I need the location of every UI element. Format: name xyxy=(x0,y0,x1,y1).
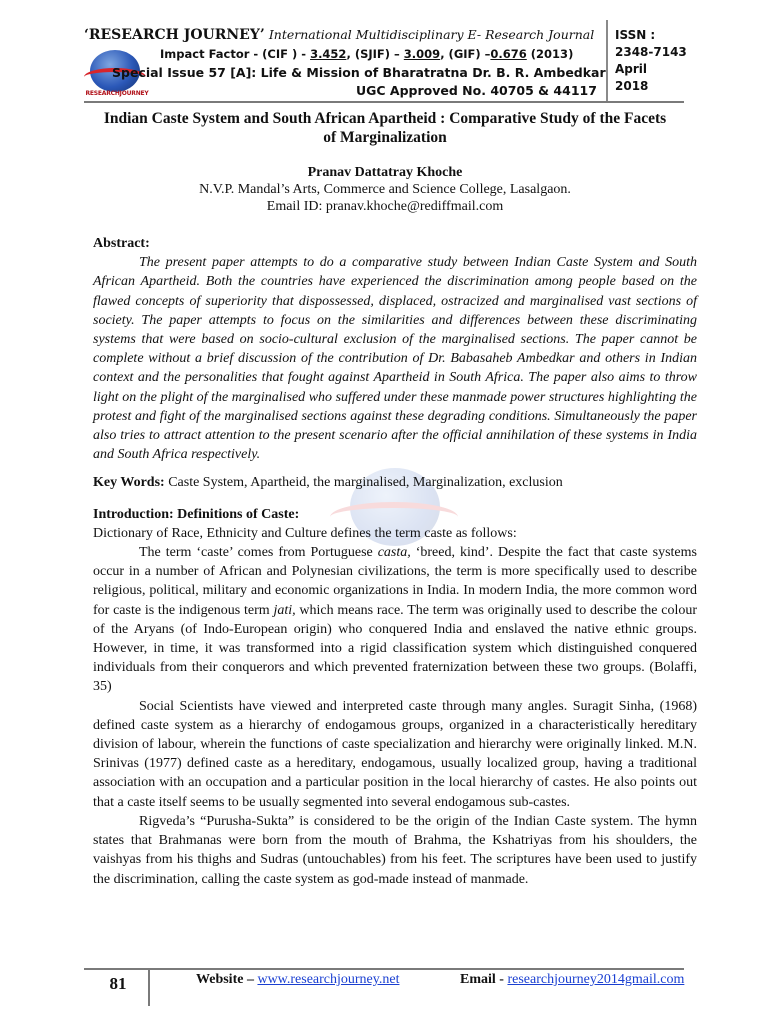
page-number: 81 xyxy=(109,974,127,993)
footer-divider xyxy=(148,968,150,1006)
paragraph-social-scientists: Social Scientists have viewed and interpreted caste through many angles. Suragit Sinha, (1968) defined caste system as a hierarchy of endogamous groups, organized in a characteristically hereditary division of labour, wherein the functions of caste specialization and hierarchy were originally linked. M.N. Srinivas (1977) defined caste as a hereditary, endogamous, usually localized group, having a traditional association with an occupation and a particular position in the local hierarchy of castes. He also points out that a caste itself seems to be usually segmented into several endogamous sub-castes. xyxy=(93,698,697,810)
abstract-heading: Abstract: xyxy=(93,236,150,251)
email-label: Email - xyxy=(460,972,508,987)
journal-title-line xyxy=(84,27,594,43)
intro-heading: Introduction: Definitions of Caste: xyxy=(93,506,300,522)
special-issue-line: Special Issue 57 [A]: Life & Mission of Bharatratna Dr. B. R. Ambedkar xyxy=(112,65,606,80)
author-email: Email ID: pranav.khoche@rediffmail.com xyxy=(266,199,504,214)
p1-text-c: which means race. The term was originally used to describe the colour of the Aryans (of Indo-European origin) who conquered India and enslaved the native ethnic groups. However, in time, it was transformed into a rigid classification system which distinguished conquered individuals from their conquerors and which prevented fraternization between these two groups. (Bolaffi, 35) xyxy=(93,602,697,695)
impact-factor-line xyxy=(160,47,573,61)
website-link[interactable]: www.researchjourney.net xyxy=(257,972,400,987)
footer-rule xyxy=(84,968,684,970)
issn-label: ISSN : xyxy=(615,28,656,42)
header-rule xyxy=(84,101,684,103)
sjif-value: 3.009 xyxy=(403,47,441,61)
paragraph-caste-etymology xyxy=(93,543,697,697)
gif-year: (2013) xyxy=(526,47,574,61)
intro-line: Dictionary of Race, Ethnicity and Culture defines the term caste as follows: xyxy=(93,525,517,541)
email-link[interactable]: researchjourney2014gmail.com xyxy=(507,972,685,987)
paragraph-rigveda: Rigveda’s “Purusha-Sukta” is considered to be the origin of the Indian Caste system. The hymn states that Brahmanas were born from the mouth of Brahma, the Kshatriyas from his shoulders, the vaishyas from his thighs and Sudras (untouchables) from his feet. The scriptures have been used to justify the discrimination, calling the caste system as god-made instead of manmade. xyxy=(93,813,697,887)
gif-prefix: , (GIF) – xyxy=(440,47,491,61)
gif-value: 0.676 xyxy=(490,47,527,61)
issue-month: April xyxy=(615,62,648,76)
website-label: Website – xyxy=(196,972,258,987)
paper-title: Indian Caste System and South African Apartheid : Comparative Study of the Facets of Marginalization xyxy=(103,110,667,146)
impact-prefix: Impact Factor - (CIF ) - xyxy=(160,47,311,61)
header-divider xyxy=(606,20,608,102)
footer-email xyxy=(460,972,684,988)
keywords-line xyxy=(93,473,697,492)
sjif-prefix: , (SJIF) – xyxy=(346,47,404,61)
footer-website xyxy=(196,972,399,988)
author-affiliation: N.V.P. Mandal’s Arts, Commerce and Science College, Lasalgaon. xyxy=(199,182,571,197)
paper-body xyxy=(93,234,697,889)
journal-name: ‘RESEARCH JOURNEY’ xyxy=(84,27,265,43)
author-name: Pranav Dattatray Khoche xyxy=(307,165,463,180)
cif-value: 3.452 xyxy=(310,47,347,61)
issn-block xyxy=(615,27,687,95)
keywords-text: Caste System, Apartheid, the marginalised, Marginalization, exclusion xyxy=(164,475,563,491)
journal-header xyxy=(0,0,768,104)
logo-text: RESEARCHJOURNEY xyxy=(85,90,149,97)
abstract-text: The present paper attempts to do a comparative study between Indian Caste System and South African Apartheid. Both the countries have experienced the discrimination among people based on the flawed concepts of superiority that dispossessed, displaced, ostracized and marginalised vast sections of society. The paper attempts to focus on the similarities and differences between these discriminating systems that were based on socio-cultural exclusion of the marginalised sections. The paper cannot be complete without a brief discussion of the contribution of Dr. Babasaheb Ambedkar and others in Indian context and the personalities that fought against Apartheid in South Africa. The paper also aims to throw light on the plight of the marginalised who suffered under these manmade power structures highlighting the protest and fight of the marginalised sections against these degrading conditions. Simultaneously the paper also tries to attract attention to the present scenario after the official annihilation of these systems in India and South Africa respectively. xyxy=(93,255,697,463)
ugc-line: UGC Approved No. 40705 & 44117 xyxy=(356,83,597,98)
term-jati: jati, xyxy=(273,602,296,618)
p1-text-b: ‘breed, kind’. Despite the fact that caste systems occur in a number of African and Polynesian civilizations, the term is more specifically used to describe religious, political, military and economic organizations in India. In modern India, the more common word for caste is the indigenous term xyxy=(93,545,697,618)
journal-description: International Multidisciplinary E- Research Journal xyxy=(268,27,595,42)
p1-text-a: The term ‘caste’ comes from Portuguese xyxy=(139,545,378,561)
keywords-label: Key Words: xyxy=(93,475,165,491)
issn-number: 2348-7143 xyxy=(615,45,687,59)
term-casta: casta, xyxy=(377,545,411,561)
issue-year: 2018 xyxy=(615,79,649,93)
